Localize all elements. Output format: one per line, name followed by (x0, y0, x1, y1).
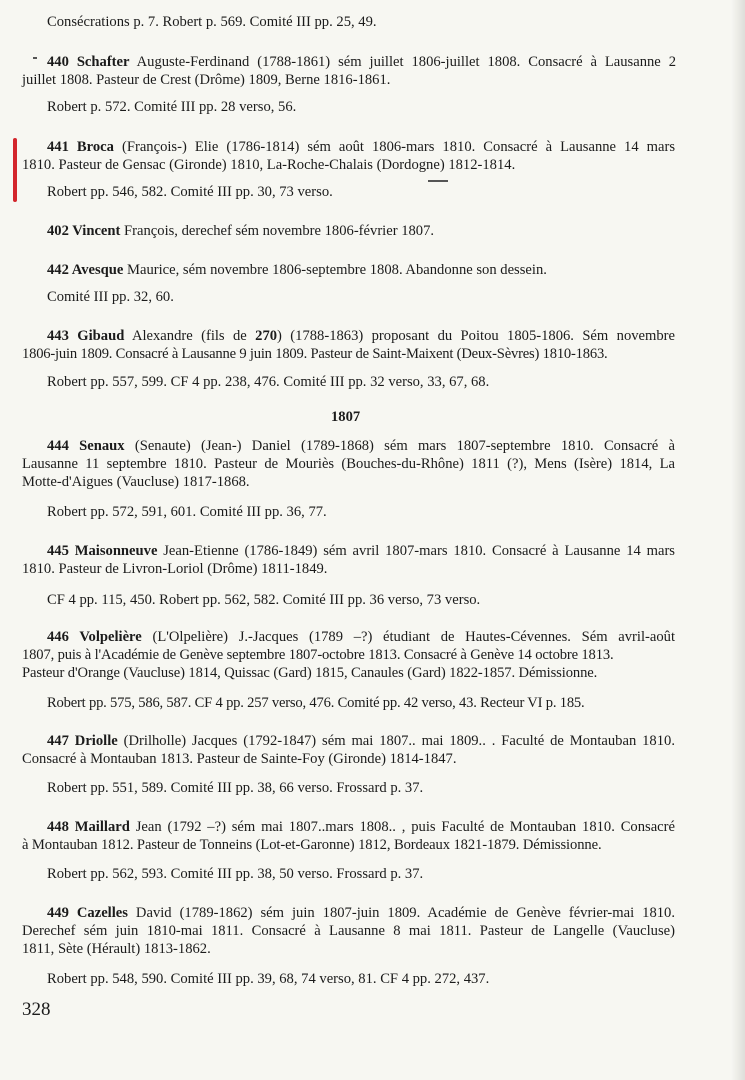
text-line: Consacré à Montauban 1813. Pasteur de Sainte-Foy (Gironde) 1814-1847. (22, 751, 457, 767)
entry-text: Jean (1792 –?) sém mai 1807..mars 1808.. , puis Faculté de Montauban 1810. Consacré (135, 819, 675, 835)
text-line: 1807, puis à l'Académie de Genève septembre 1807-octobre 1813. Consacré à Genève 14 octobre 1813. (22, 647, 614, 663)
entry-text: ) (1788-1863) proposant du Poitou 1805-1806. Sém novembre (277, 328, 675, 344)
entry-444 (47, 436, 675, 456)
entry-text: Alexandre (fils de (131, 328, 247, 344)
entry-440 (47, 52, 676, 72)
entry-text: (Senaute) (Jean-) Daniel (1789-1868) sém mars 1807-septembre 1810. Consacré à (134, 438, 675, 454)
entry-number: 444 (47, 438, 69, 454)
reference-line: Robert pp. 572, 591, 601. Comité III pp. 36, 77. (47, 504, 327, 520)
entry-number: 445 (47, 543, 69, 559)
page-number: 328 (22, 999, 51, 1020)
reference-line: Robert pp. 575, 586, 587. CF 4 pp. 257 verso, 476. Comité pp. 42 verso, 43. Recteur VI p. 185. (47, 695, 585, 711)
entry-name: Gibaud (77, 328, 125, 344)
entry-text: (François-) Elie (1786-1814) sém août 1806-mars 1810. Consacré à Lausanne 14 mars (121, 139, 676, 155)
entry-number: 442 (47, 262, 69, 278)
entry-number: 448 (47, 819, 69, 835)
entry-name: Vincent (72, 223, 121, 239)
entry-number: 441 (47, 139, 69, 155)
text-line: Motte-d'Aigues (Vaucluse) 1817-1868. (22, 474, 250, 490)
entry-number: 440 (47, 54, 69, 70)
entry-name: Volpelière (79, 629, 142, 645)
entry-name: Schafter (76, 54, 130, 70)
text-line: Pasteur d'Orange (Vaucluse) 1814, Quissac (Gard) 1815, Canaules (Gard) 1822-1857. Démissionne. (22, 665, 598, 681)
entry-text: (Drilholle) Jacques (1792-1847) sém mai 1807.. mai 1809.. . Faculté de Montauban 1810. (123, 733, 675, 749)
entry-447 (47, 731, 675, 751)
red-margin-mark (13, 138, 17, 202)
entry-number: 402 (47, 223, 69, 239)
entry-number: 446 (47, 629, 69, 645)
entry-441 (47, 137, 675, 157)
entry-name: Broca (76, 139, 114, 155)
entry-name: Avesque (71, 262, 124, 278)
reference-line: CF 4 pp. 115, 450. Robert pp. 562, 582. Comité III pp. 36 verso, 73 verso. (47, 592, 481, 608)
text-line: à Montauban 1812. Pasteur de Tonneins (Lot-et-Garonne) 1812, Bordeaux 1821-1879. Démissionne. (22, 837, 602, 853)
pencil-mark (428, 180, 448, 182)
entry-name: Cazelles (76, 905, 128, 921)
entry-name: Maillard (74, 819, 130, 835)
entry-443 (47, 326, 675, 346)
ink-speck (33, 57, 37, 59)
reference-line: Robert pp. 557, 599. CF 4 pp. 238, 476. Comité III pp. 32 verso, 33, 67, 68. (47, 374, 490, 390)
reference-line: Robert p. 572. Comité III pp. 28 verso, 56. (47, 99, 297, 115)
entry-text: David (1789-1862) sém juin 1807-juin 1809. Académie de Genève février-mai 1810. (135, 905, 675, 921)
cross-reference: 270 (255, 328, 278, 344)
entry-text: Auguste-Ferdinand (1788-1861) sém juillet 1806-juillet 1808. Consacré à Lausanne 2 (136, 54, 676, 70)
entry-text: Jean-Etienne (1786-1849) sém avril 1807-mars 1810. Consacré à Lausanne 14 mars (163, 543, 675, 559)
reference-line: Robert pp. 551, 589. Comité III pp. 38, 66 verso. Frossard p. 37. (47, 780, 424, 796)
entry-text: (L'Olpelière) J.-Jacques (1789 –?) étudiant de Hautes-Cévennes. Sém avril-août (152, 629, 676, 645)
scan-edge-shadow (731, 0, 745, 1080)
entry-number: 443 (47, 328, 69, 344)
text-line: Lausanne 11 septembre 1810. Pasteur de Mouriès (Bouches-du-Rhône) 1811 (?), Mens (Isère) 1814, La (22, 456, 675, 472)
entry-446 (47, 627, 675, 647)
entry-text: Maurice, sém novembre 1806-septembre 1808. Abandonne son dessein. (127, 262, 547, 278)
entry-number: 449 (47, 905, 69, 921)
entry-name: Senaux (79, 438, 125, 454)
entry-number: 447 (47, 733, 69, 749)
entry-445 (47, 541, 675, 561)
entry-448 (47, 817, 675, 837)
text-line: 1811, Sète (Hérault) 1813-1862. (22, 941, 211, 957)
text-line: Derechef sém juin 1810-mai 1811. Consacré à Lausanne 8 mai 1811. Pasteur de Langelle (Vaucluse) (22, 923, 675, 939)
entry-name: Maisonneuve (74, 543, 158, 559)
text-line: 1810. Pasteur de Gensac (Gironde) 1810, La-Roche-Chalais (Dordogne) 1812-1814. (22, 157, 516, 173)
text-line: 1810. Pasteur de Livron-Loriol (Drôme) 1811-1849. (22, 561, 328, 577)
reference-line: Robert pp. 562, 593. Comité III pp. 38, 50 verso. Frossard p. 37. (47, 866, 424, 882)
reference-line: Robert pp. 546, 582. Comité III pp. 30, 73 verso. (47, 184, 333, 200)
text-line: 1806-juin 1809. Consacré à Lausanne 9 juin 1809. Pasteur de Saint-Maixent (Deux-Sèvres) 1810-1863. (22, 346, 608, 362)
reference-line: Robert pp. 548, 590. Comité III pp. 39, 68, 74 verso, 81. CF 4 pp. 272, 437. (47, 971, 490, 987)
text-line: Consécrations p. 7. Robert p. 569. Comité III pp. 25, 49. (47, 14, 377, 30)
entry-402 (47, 221, 434, 241)
entry-449 (47, 903, 675, 923)
entry-name: Driolle (74, 733, 118, 749)
entry-text: François, derechef sém novembre 1806-février 1807. (124, 223, 435, 239)
year-heading: 1807 (331, 409, 361, 425)
reference-line: Comité III pp. 32, 60. (47, 289, 174, 305)
text-line: juillet 1808. Pasteur de Crest (Drôme) 1809, Berne 1816-1861. (22, 72, 391, 88)
entry-442 (47, 260, 547, 280)
